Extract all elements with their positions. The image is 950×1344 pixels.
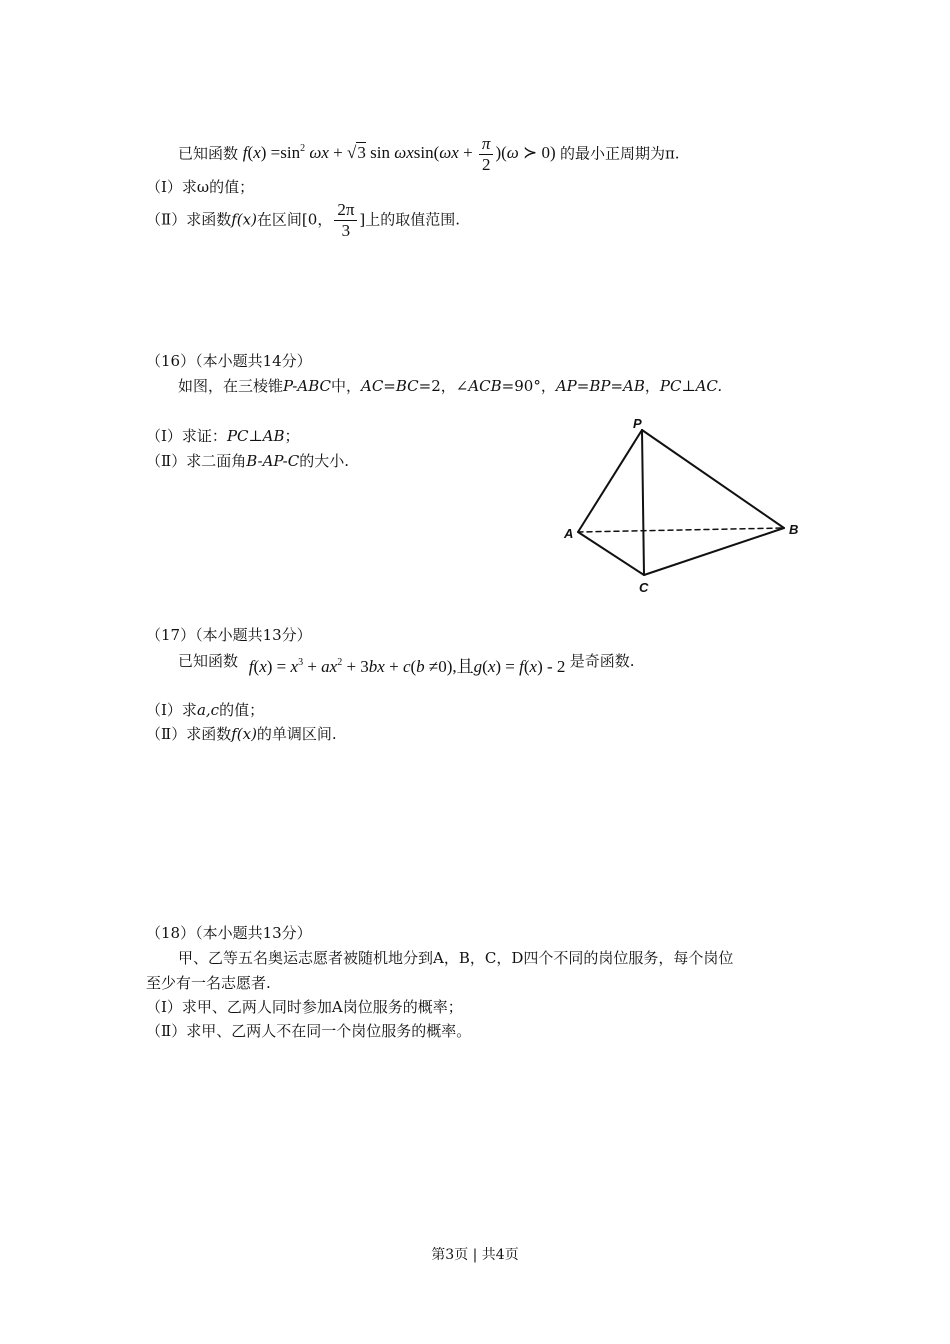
q17-part2: （Ⅱ）求函数f(x)的单调区间.: [146, 725, 337, 743]
edge-bc: [644, 528, 784, 575]
q16-part2: （Ⅱ）求二面角B-AP-C的大小.: [146, 452, 350, 470]
q18-part1: （Ⅰ）求甲、乙两人同时参加A岗位服务的概率；: [146, 998, 463, 1016]
tetrahedron-figure: [556, 412, 808, 596]
q15-tail: 的最小正周期为π.: [559, 144, 680, 163]
q16-part1: （Ⅰ）求证：PC⊥AB；: [146, 427, 300, 445]
q17-formula: $f(x) = x^3 + ax^2 + 3bx + c(b \ne 0)$,且g(x) = f(x) - 2: [248, 657, 566, 676]
q18-part2: （Ⅱ）求甲、乙两人不在同一个岗位服务的概率。: [146, 1022, 472, 1040]
q18-header: （18）（本小题共13分）: [146, 924, 312, 942]
edge-pa: [578, 430, 642, 532]
q18-intro-line2: 至少有一名志愿者.: [146, 974, 271, 992]
page-footer: 第3页 | 共4页: [431, 1247, 519, 1263]
edge-pc: [642, 430, 644, 575]
edge-ab-hidden: [578, 528, 784, 532]
q15-statement: [178, 134, 680, 175]
q16-header: （16）（本小题共14分）: [146, 352, 312, 370]
edge-ac: [578, 532, 644, 575]
label-c: C: [639, 580, 649, 595]
edge-pb: [642, 430, 784, 528]
q15-lead: 已知函数: [178, 144, 239, 163]
q17-header: （17）（本小题共13分）: [146, 626, 312, 644]
q17-statement: 已知函数 $f(x) = x^3 + ax^2 + 3bx + c(b \ne 0)$,且g(x) = f(x) - 2 是奇函数.: [178, 652, 635, 676]
label-a: A: [564, 526, 574, 541]
label-b: B: [789, 522, 799, 537]
q16-intro: 如图，在三棱锥P-ABC中，AC=BC=2，∠ACB=90°，AP=BP=AB，PC⊥AC.: [178, 377, 723, 395]
q15-part1: （Ⅰ）求ω的值；: [146, 178, 255, 196]
q18-intro-line1: 甲、乙等五名奥运志愿者被随机地分到A，B，C，D四个不同的岗位服务，每个岗位: [178, 949, 734, 967]
q15-formula: $f(x) =\sin^2$ ωx + √3 sin ωxsin(ωx + $\frac{\pi}{2}$ )(ω ≻ 0): [242, 134, 556, 174]
q17-part1: （Ⅰ）求a,c的值；: [146, 701, 265, 719]
label-p: P: [633, 416, 642, 431]
q15-part2: （Ⅱ）求函数f(x)在区间[0， $\frac{2\pi}{3}$ ]上的取值范围.: [146, 200, 461, 240]
